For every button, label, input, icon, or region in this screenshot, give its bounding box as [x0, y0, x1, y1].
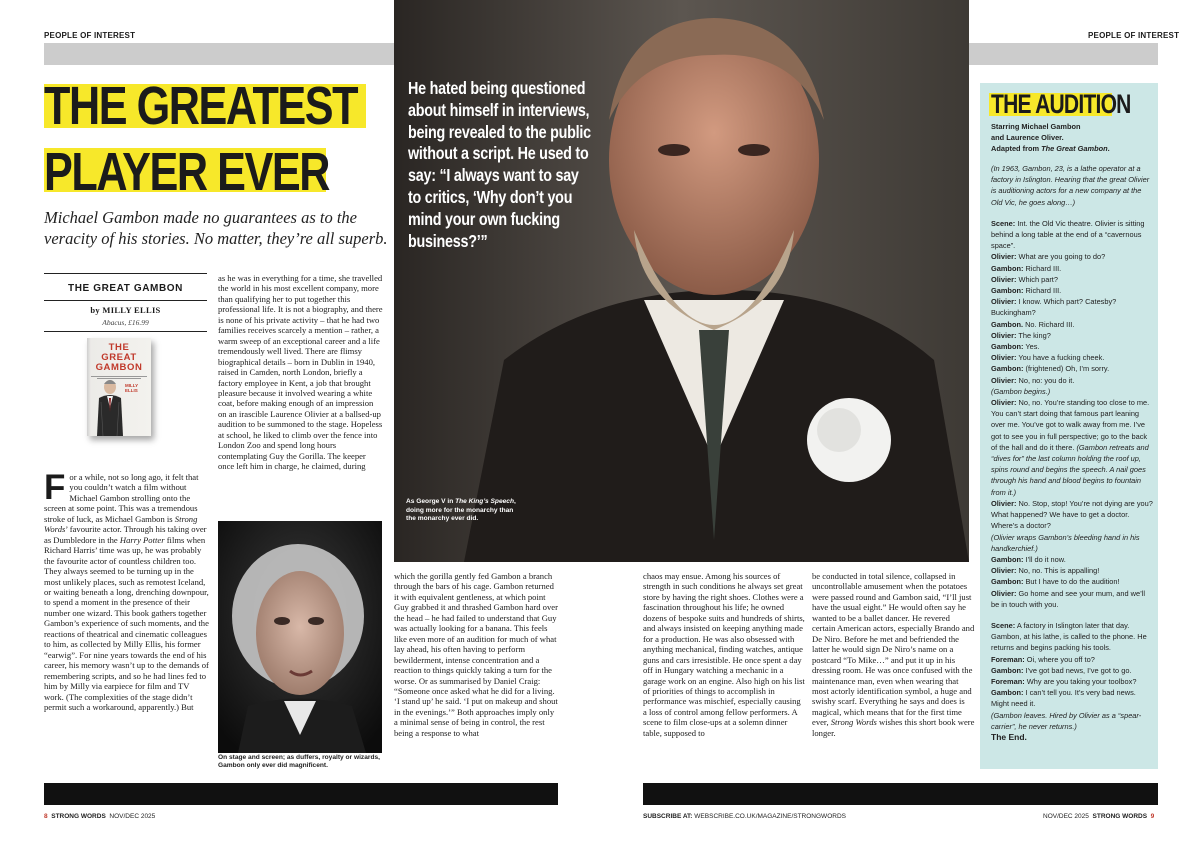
review-rule-top [44, 273, 207, 274]
footer-bar-right [643, 783, 1158, 805]
audition-credit-text: . [1107, 144, 1110, 153]
dialogue: Richard III. [1023, 263, 1062, 273]
speaker: Gambon: [991, 577, 1024, 587]
audition-line [991, 330, 1153, 341]
issue-right: NOV/DEC 2025 [1043, 813, 1089, 820]
audition-line [991, 263, 1153, 274]
review-book-title: THE GREAT GAMBON [68, 283, 183, 294]
speaker: Gambon: [991, 342, 1024, 352]
article-column-2: as he was in everything for a time, she travelled the world in his most excellent company, more than qualifying her to put together this professional life. It is not a biography, and there is none of his private activity – that he had two families receives scarcely a mention – rather, a warm sweep of an exceptional career and a life tremendously well lived. There are flimsy biographical details – born in Dublin in 1940, raised in Camden, north London, briefly a factory employee in Kent, a job that brought pleasure because it involved wearing a white coat, before making enough of an impression on an irascible Laurence Olivier at a ballsed-up audition to be summoned to the stage. Hopeless at school, he liked to climb over the fence into London Zoo and spend long hours contemplating Guy the Gorilla. The keeper once left him in charge, he claimed, during [218, 273, 383, 472]
article-text: or a while, not so long ago, it felt that you couldn’t watch a film without Michael Gambon strolling onto the screen at some point. This was a tremendous stroke of luck, as Michael Gambon is [44, 472, 199, 524]
footer-left [44, 813, 155, 820]
audition-line [991, 251, 1153, 262]
audition-line [991, 498, 1153, 532]
dialogue: Go home and see your mum, and we’ll be in touch with you. [991, 588, 1146, 609]
dialogue: I’ve got bad news, I’ve got to go. [1023, 665, 1132, 675]
stage-direction: (Olivier wraps Gambon’s bleeding hand in his handkerchief.) [991, 532, 1140, 553]
speaker: Olivier: [991, 252, 1017, 262]
speaker: Olivier: [991, 297, 1017, 307]
header-bar-left [44, 43, 394, 65]
audition-credit-text: Adapted from [991, 144, 1042, 153]
portrait-illustration [218, 521, 382, 753]
dialogue: Which part? [1016, 274, 1058, 284]
speaker: Olivier: [991, 588, 1017, 598]
audition-line [991, 296, 1153, 318]
audition-line [991, 285, 1153, 296]
book-cover-author: MILLY ELLIS [125, 383, 139, 393]
article-text: films when Richard Harris’ time was up, he was probably the favourite actor of countless children too. They always seemed to be turning up in the most unlikely places, such as remotest Iceland, or waiting beneath a long, drenching downpour, to spend a moment in the presence of their number one wizard. This book gathers together Gambon’s experience of such moments, and the reactions of theatrical and cinematic colleagues to him, as collected by Milly Ellis, his former “earwig”. For nine years towards the end of his career, his memory wasn’t up to the demands of remembering scripts, and so he had lines fed to him by Milly via earpiece for film and TV work. (The complexities of the stage didn’t permit such a workaround, apparently.) But [44, 534, 209, 712]
dialogue: Why are you taking your toolbox? [1024, 676, 1137, 686]
review-rule-bottom [44, 331, 207, 332]
article-emphasis: Strong Words [44, 513, 198, 535]
audition-script [991, 163, 1153, 743]
dialogue: No, no. This is appalling! [1016, 566, 1100, 576]
brand-left: STRONG WORDS [51, 813, 106, 820]
dialogue: But I have to do the audition! [1023, 577, 1120, 587]
caption-text: , doing more for the monarchy than the monarchy ever did. [406, 498, 516, 522]
audition-line [991, 274, 1153, 285]
audition-line [991, 341, 1153, 352]
dialogue: No, no. You’re standing too close to me. You can’t start doing that famous part leaning over me. You’ve got to walk away from me. I’ve got to see you in full perspective; go to the back of the hall and do it there. [991, 398, 1150, 452]
stage-direction: (Gambon retreats and “dives for” the last column holding the roof up, spins round and begins the speech. A nail goes through his hand and blood begins to fountain from it.) [991, 442, 1149, 497]
audition-line [991, 554, 1153, 565]
pull-quote: He hated being questioned about himself in interviews, being revealed to the public without a script. He used to say: “I always want to say to critics, ‘Why don’t you mind your own fucking business?’” [408, 78, 591, 251]
speaker: Foreman: [991, 676, 1025, 686]
book-cover-figure-icon [93, 378, 127, 436]
book-cover-title-1: THE [108, 342, 130, 353]
audition-line [991, 363, 1153, 374]
the-end: The End. [991, 731, 1027, 742]
audition-line [991, 375, 1153, 386]
audition-line [991, 654, 1153, 665]
audition-line [991, 565, 1153, 576]
review-publisher: Abacus, £16.99 [102, 318, 149, 327]
footer-right [1043, 813, 1154, 820]
dialogue: You have a fucking cheek. [1016, 353, 1105, 363]
review-rule-mid [44, 300, 207, 301]
headline-line-1: THE GREATEST [44, 76, 358, 136]
audition-line [991, 352, 1153, 363]
speaker: Gambon: [991, 263, 1024, 273]
dialogue: (frightened) Oh, I’m sorry. [1023, 364, 1110, 374]
book-cover [87, 338, 151, 436]
book-cover-title-2: GREAT [101, 352, 137, 363]
scene-label: Scene: [991, 620, 1016, 630]
audition-line [991, 687, 1153, 709]
speaker: Foreman: [991, 654, 1025, 664]
drop-cap: F [44, 468, 66, 507]
page-number-left: 8 [44, 813, 48, 820]
audition-credit [991, 143, 1153, 154]
dialogue: No. Stop, stop! You’re not dying are you? What happened? We have to get a doctor. Where’s a doctor? [991, 498, 1153, 531]
audition-line [991, 319, 1153, 330]
headline-line-2: PLAYER EVER [44, 142, 330, 202]
speaker: Olivier: [991, 498, 1017, 508]
audition-title: THE AUDITION [991, 89, 1131, 119]
dialogue: No, no: you do it. [1016, 375, 1075, 385]
section-label-right: PEOPLE OF INTEREST [1088, 31, 1180, 40]
speaker: Olivier: [991, 398, 1017, 408]
dialogue: No. Richard III. [1023, 319, 1075, 329]
standfirst: Michael Gambon made no guarantees as to the veracity of his stories. No matter, they’re all superb. [44, 208, 388, 248]
footer-bar-left [44, 783, 558, 805]
stage-direction: (Gambon leaves. Hired by Olivier as a “spear-carrier”, he never returns.) [991, 710, 1142, 731]
audition-line [991, 588, 1153, 610]
article-column-4: chaos may ensue. Among his sources of strength in such conditions he always set great store by having the right shoes. Clothes were a fascination throughout his life; he owned dozens of bespoke suits and hundreds of shirts, and always insisted on keeping anything made for a production. He was also obsessed with anything mechanical, finding watches, antique guns and cars irresistible. He once spent a day off in Hungary watching a mechanic in a garage work on an engine. Also high on his list of priorities of things to accomplish in performance was mischief, especially causing a loss of control among fellow performers. A scene to film close-ups at a solemn dinner table, supposed to [643, 571, 805, 738]
speaker: Gambon. [991, 319, 1024, 329]
audition-line [991, 676, 1153, 687]
main-photo-caption [406, 498, 516, 524]
speaker: Olivier: [991, 566, 1017, 576]
scene-label: Scene: [991, 218, 1016, 228]
book-cover-title-3: GAMBON [95, 362, 143, 373]
scene-text: Int. the Old Vic theatre. Olivier is sitting behind a long table at the end of a “cavernous space”. [991, 218, 1145, 251]
audition-credit: and Laurence Oliver. [991, 133, 1064, 142]
audition-intro: (In 1963, Gambon, 23, is a lathe operator at a factory in Islington. Hearing that the great Olivier is auditioning actors for a new company at the Old Vic, he goes along…) [991, 164, 1150, 207]
portrait-caption: On stage and screen; as duffers, royalty or wizards, Gambon only ever did magnificent. [218, 754, 380, 769]
dialogue: Richard III. [1023, 286, 1062, 296]
dialogue: I’ll do it now. [1023, 554, 1066, 564]
article-column-5 [812, 571, 975, 738]
audition-credit: Starring Michael Gambon [991, 122, 1081, 131]
dialogue: Yes. [1023, 342, 1040, 352]
speaker: Olivier: [991, 330, 1017, 340]
speaker: Gambon: [991, 688, 1024, 698]
article-text: wishes this short book were longer. [812, 717, 975, 738]
scene-text: A factory in Islington later that day. Gambon, at his lathe, is called to the phone. He returns and begins packing his tools. [991, 620, 1147, 653]
dialogue: The king? [1016, 330, 1051, 340]
dialogue: What are you going to do? [1016, 252, 1106, 262]
subscribe-url[interactable]: WEBSCRIBE.CO.UK/MAGAZINE/STRONGWORDS [694, 813, 846, 820]
stage-direction: (Gambon begins.) [991, 386, 1051, 396]
caption-film-title: The King’s Speech [455, 498, 514, 505]
audition-line [991, 665, 1153, 676]
audition-line [991, 397, 1153, 498]
speaker: Olivier: [991, 375, 1017, 385]
speaker: Gambon: [991, 554, 1024, 564]
article-text: ’ favourite actor. Through his taking over as Dumbledore in the [44, 524, 207, 545]
speaker: Gambon: [991, 364, 1024, 374]
page-number-right: 9 [1150, 813, 1155, 820]
footer-subscribe [643, 813, 846, 820]
audition-scene-2 [991, 620, 1153, 654]
article-emphasis: Strong Words [830, 717, 877, 728]
audition-credit-book: The Great Gambon [1041, 144, 1108, 153]
dialogue: Oi, where you off to? [1024, 654, 1095, 664]
section-label-left: PEOPLE OF INTEREST [44, 31, 136, 40]
portrait-photo [218, 521, 382, 753]
article-column-1 [44, 468, 210, 712]
speaker: Olivier: [991, 353, 1017, 363]
speaker: Gambon: [991, 286, 1024, 296]
caption-text: As George V in [406, 498, 456, 505]
article-text: be conducted in total silence, collapsed in uncontrollable amusement when the potatoes were passed round and Gambon said, “I’ll just have the usual eight.” He would often say he wanted to be a ballet dancer. He revered certain American actors, especially Brando and De Niro. Before he met and befriended the latter he would sign De Niro’s name on a postcard “To Mike…” and put it up in his dressing room. He was once confused with the maintenance man, even when wearing that most actorly identification symbol, a huge and swishy scarf. Everything he says and does is magical, which means that for the first time ever, [812, 571, 975, 728]
audition-credits [991, 121, 1153, 154]
article-column-3: which the gorilla gently fed Gambon a branch through the bars of his cage. Gambon returned it with equivalent gentleness, at which point Guy grabbed it and thrashed Gambon hard over the head – he had failed to understand that Guy was actually looking for a banana. This feels like even more of an audition for much of what lay ahead, his often having to perform bewilderment, intense concentration and a reaction to things quickly taking a turn for the worse. Or as summarised by Daniel Craig: “Someone once asked what he did for a living. ‘I stand up’ he said. ‘I put on makeup and shout in the evenings.’” Both approaches imply only a minimal sense of being in control, the rest being a response to what [394, 571, 558, 738]
speaker: Gambon: [991, 665, 1024, 675]
speaker: Olivier: [991, 274, 1017, 284]
audition-line [991, 576, 1153, 587]
brand-right: STRONG WORDS [1092, 813, 1148, 820]
audition-scene-1 [991, 218, 1153, 252]
issue-left: NOV/DEC 2025 [109, 813, 156, 820]
subscribe-label: SUBSCRIBE AT: [643, 813, 693, 820]
article-emphasis: Harry Potter [119, 534, 165, 545]
header-bar-right [969, 43, 1158, 65]
dialogue: I know. Which part? Catesby? Buckingham? [991, 297, 1117, 318]
dialogue: I can’t tell you. It’s very bad news. Might need it. [991, 688, 1136, 709]
review-byline: by MILLY ELLIS [90, 305, 161, 315]
